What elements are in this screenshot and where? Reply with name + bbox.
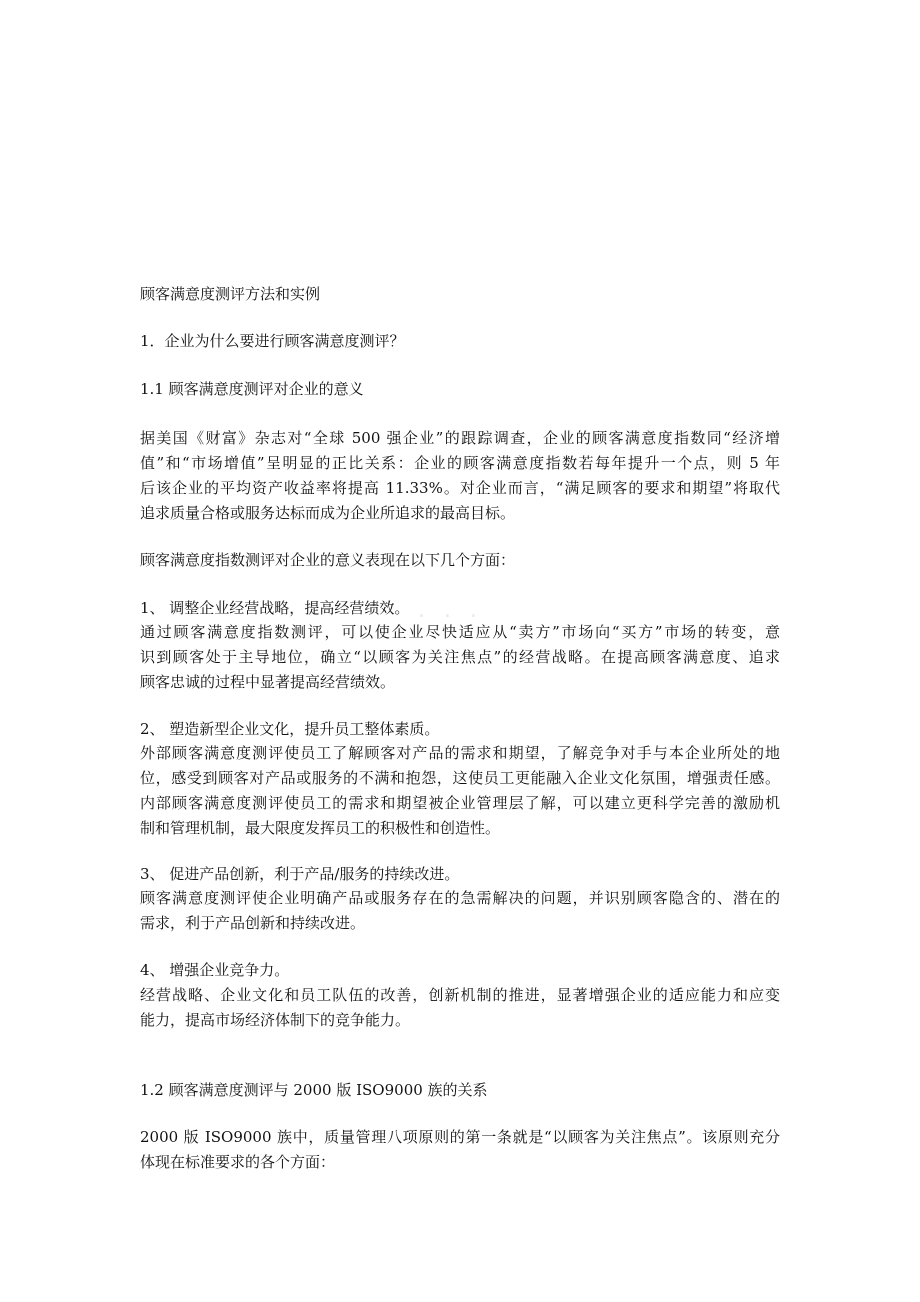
section-heading-1: 1．企业为什么要进行顾客满意度测评？ bbox=[140, 332, 405, 350]
subsection-heading-1-1: 1.1 顾客满意度测评对企业的意义 bbox=[140, 380, 364, 398]
paragraph-line: 体现在标准要求的各个方面： bbox=[140, 1153, 336, 1171]
paragraph-line: 顾客满意度测评使企业明确产品或服务存在的急需解决的问题，并识别顾客隐含的、潜在的 bbox=[140, 889, 780, 907]
list-item-heading-4: 4、 增强企业竞争力。 bbox=[140, 961, 290, 979]
subsection-heading-1-2: 1.2 顾客满意度测评与 2000 版 ISO9000 族的关系 bbox=[140, 1081, 488, 1099]
watermark: . . . bbox=[418, 598, 483, 623]
paragraph-line: 通过顾客满意度指数测评，可以使企业尽快适应从“卖方”市场向“买方”市场的转变，意 bbox=[140, 623, 780, 641]
paragraph-line: 需求，利于产品创新和持续改进。 bbox=[140, 914, 366, 932]
paragraph-line: 识到顾客处于主导地位，确立“以顾客为关注焦点”的经营战略。在提高顾客满意度、追求 bbox=[140, 648, 780, 666]
paragraph-line: 值”和“市场增值”呈明显的正比关系：企业的顾客满意度指数若每年提升一个点，则 5 年 bbox=[140, 454, 780, 472]
paragraph-line: 内部顾客满意度测评使员工的需求和期望被企业管理层了解，可以建立更科学完善的激励机 bbox=[140, 794, 780, 812]
list-item-heading-3: 3、 促进产品创新，利于产品/服务的持续改进。 bbox=[140, 865, 460, 883]
paragraph-line: 制和管理机制，最大限度发挥员工的积极性和创造性。 bbox=[140, 819, 501, 837]
paragraph-line: 外部顾客满意度测评使员工了解顾客对产品的需求和期望，了解竞争对手与本企业所处的地 bbox=[140, 744, 780, 762]
document-title: 顾客满意度测评方法和实例 bbox=[140, 285, 321, 303]
paragraph-line: 后该企业的平均资产收益率将提高 11.33%。对企业而言，“满足顾客的要求和期望”将取代 bbox=[140, 479, 780, 497]
paragraph-line: 追求质量合格或服务达标而成为企业所追求的最高目标。 bbox=[140, 504, 516, 522]
paragraph-line: 顾客忠诚的过程中显著提高经营绩效。 bbox=[140, 673, 396, 691]
list-item-heading-1: 1、 调整企业经营战略，提高经营绩效。 bbox=[140, 599, 410, 617]
list-item-heading-2: 2、 塑造新型企业文化，提升员工整体素质。 bbox=[140, 720, 440, 738]
paragraph-line: 经营战略、企业文化和员工队伍的改善，创新机制的推进，显著增强企业的适应能力和应变 bbox=[140, 986, 780, 1004]
intro-paragraph: 顾客满意度指数测评对企业的意义表现在以下几个方面： bbox=[140, 551, 516, 569]
paragraph-line: 2000 版 ISO9000 族中，质量管理八项原则的第一条就是“以顾客为关注焦点”。该原则充分 bbox=[140, 1128, 780, 1146]
paragraph-line: 据美国《财富》杂志对“全球 500 强企业”的跟踪调查，企业的顾客满意度指数同“经济增 bbox=[140, 429, 780, 447]
paragraph-line: 位，感受到顾客对产品或服务的不满和抱怨，这使员工更能融入企业文化氛围，增强责任感。 bbox=[140, 769, 780, 787]
paragraph-line: 能力，提高市场经济体制下的竞争能力。 bbox=[140, 1011, 411, 1029]
